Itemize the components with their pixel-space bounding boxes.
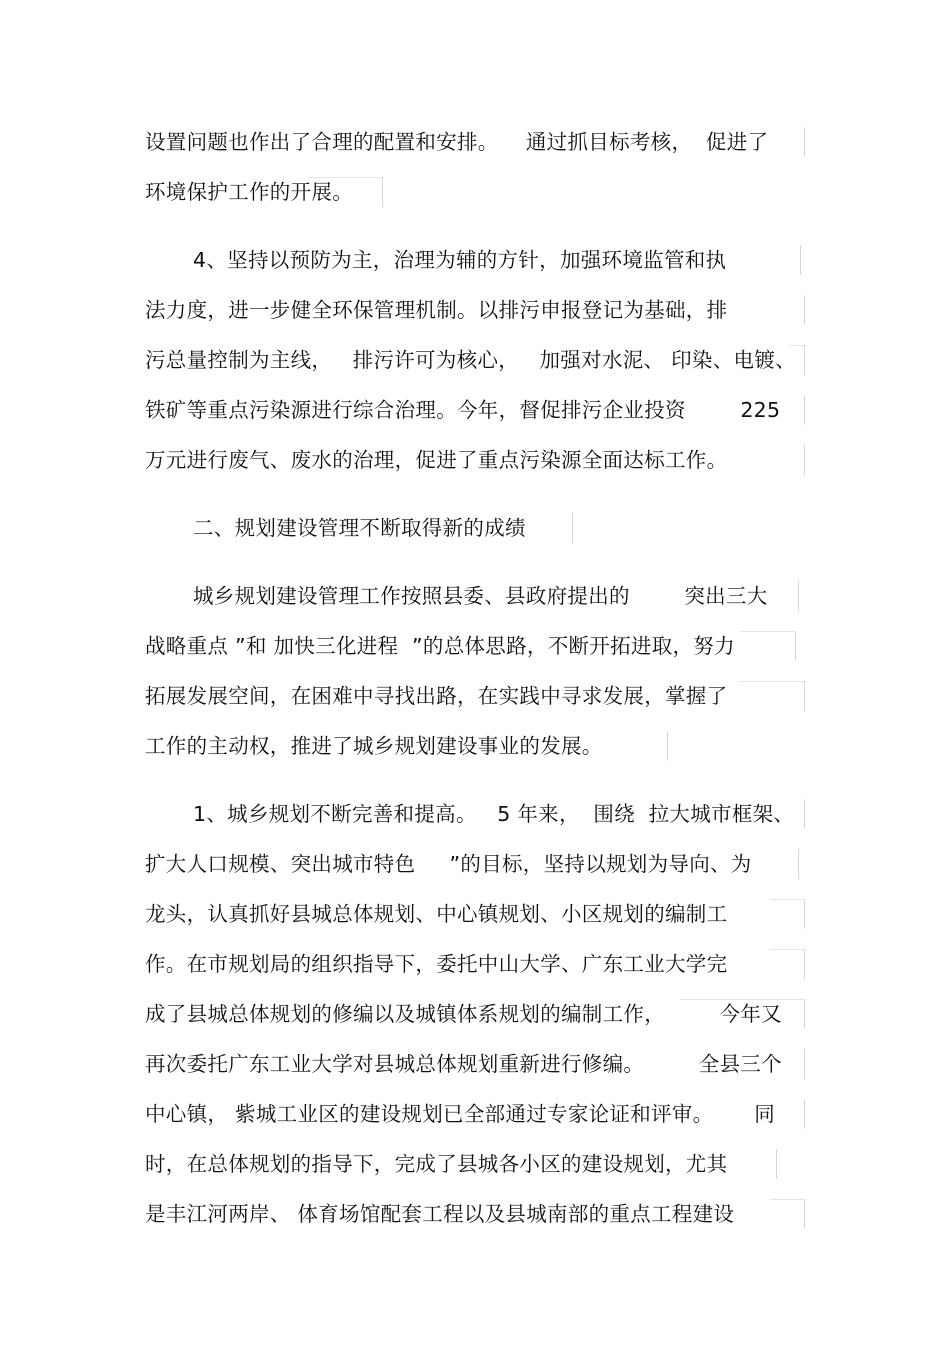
- rule-mark: [804, 681, 805, 711]
- text-line: 战略重点 ”和 加快三化进程 ”的总体思路，不断开拓进取，努力: [145, 634, 735, 658]
- rule-mark: [308, 177, 383, 178]
- rule-mark: [776, 1149, 777, 1179]
- text-line: 工作的主动权，推进了城乡规划建设事业的发展。: [145, 734, 603, 758]
- rule-mark: [804, 395, 805, 425]
- text-line: 成了县城总体规划的修编以及城镇体系规划的编制工作， 今年又: [145, 1002, 782, 1026]
- rule-mark: [798, 849, 799, 879]
- text-line: 法力度，进一步健全环保管理机制。以排污申报登记为基础，排: [145, 298, 728, 322]
- rule-mark: [804, 899, 805, 929]
- rule-mark: [798, 581, 799, 611]
- text-line: 4、坚持以预防为主，治理为辅的方针，加强环境监管和执: [193, 248, 727, 272]
- text-line: 作。在市规划局的组织指导下，委托中山大学、广东工业大学完: [145, 952, 728, 976]
- rule-mark: [804, 1199, 805, 1229]
- rule-mark: [804, 445, 805, 475]
- rule-mark: [804, 799, 805, 829]
- text-line: 环境保护工作的开展。: [145, 180, 353, 204]
- rule-mark: [804, 1099, 805, 1129]
- text-line: 铁矿等重点污染源进行综合治理。今年，督促排污企业投资 225: [145, 398, 781, 422]
- rule-mark: [795, 631, 796, 661]
- text-line: 城乡规划建设管理工作按照县委、县政府提出的 突出三大: [193, 584, 768, 608]
- rule-mark: [572, 513, 573, 543]
- rule-mark: [680, 999, 805, 1000]
- rule-mark: [770, 949, 805, 950]
- text-line: 拓展发展空间，在困难中寻找出路，在实践中寻求发展，掌握了: [145, 684, 728, 708]
- text-line: 是丰江河两岸、 体育场馆配套工程以及县城南部的重点工程建设: [145, 1202, 735, 1226]
- text-line: 1、城乡规划不断完善和提高。 5 年来， 围绕 拉大城市框架、: [193, 802, 795, 826]
- text-line: 万元进行废气、废水的治理，促进了重点污染源全面达标工作。: [145, 448, 728, 472]
- text-line: 设置问题也作出了合理的配置和安排。 通过抓目标考核， 促进了: [145, 130, 769, 154]
- text-line: 中心镇， 紫城工业区的建设规划已全部通过专家论证和评审。 同: [145, 1102, 776, 1126]
- rule-mark: [382, 177, 383, 207]
- text-line: 污总量控制为主线， 排污许可为核心， 加强对水泥、 印染、电镀、: [145, 348, 796, 372]
- text-line: 扩大人口规模、突出城市特色 ”的目标，坚持以规划为导向、为: [145, 852, 752, 876]
- rule-mark: [667, 731, 668, 761]
- rule-mark: [740, 631, 795, 632]
- rule-mark: [804, 999, 805, 1029]
- rule-mark: [804, 949, 805, 979]
- rule-mark: [770, 1199, 805, 1200]
- rule-mark: [804, 1049, 805, 1079]
- rule-mark: [804, 295, 805, 325]
- rule-mark: [804, 345, 805, 375]
- section-heading: 二、规划建设管理不断取得新的成绩: [193, 516, 526, 540]
- rule-mark: [800, 245, 801, 275]
- text-line: 时，在总体规划的指导下，完成了县城各小区的建设规划，尤其: [145, 1152, 728, 1176]
- text-line: 龙头，认真抓好县城总体规划、中心镇规划、小区规划的编制工: [145, 902, 728, 926]
- rule-mark: [740, 681, 805, 682]
- rule-mark: [804, 127, 805, 157]
- rule-mark: [790, 345, 805, 346]
- text-line: 再次委托广东工业大学对县城总体规划重新进行修编。 全县三个: [145, 1052, 782, 1076]
- rule-mark: [770, 899, 805, 900]
